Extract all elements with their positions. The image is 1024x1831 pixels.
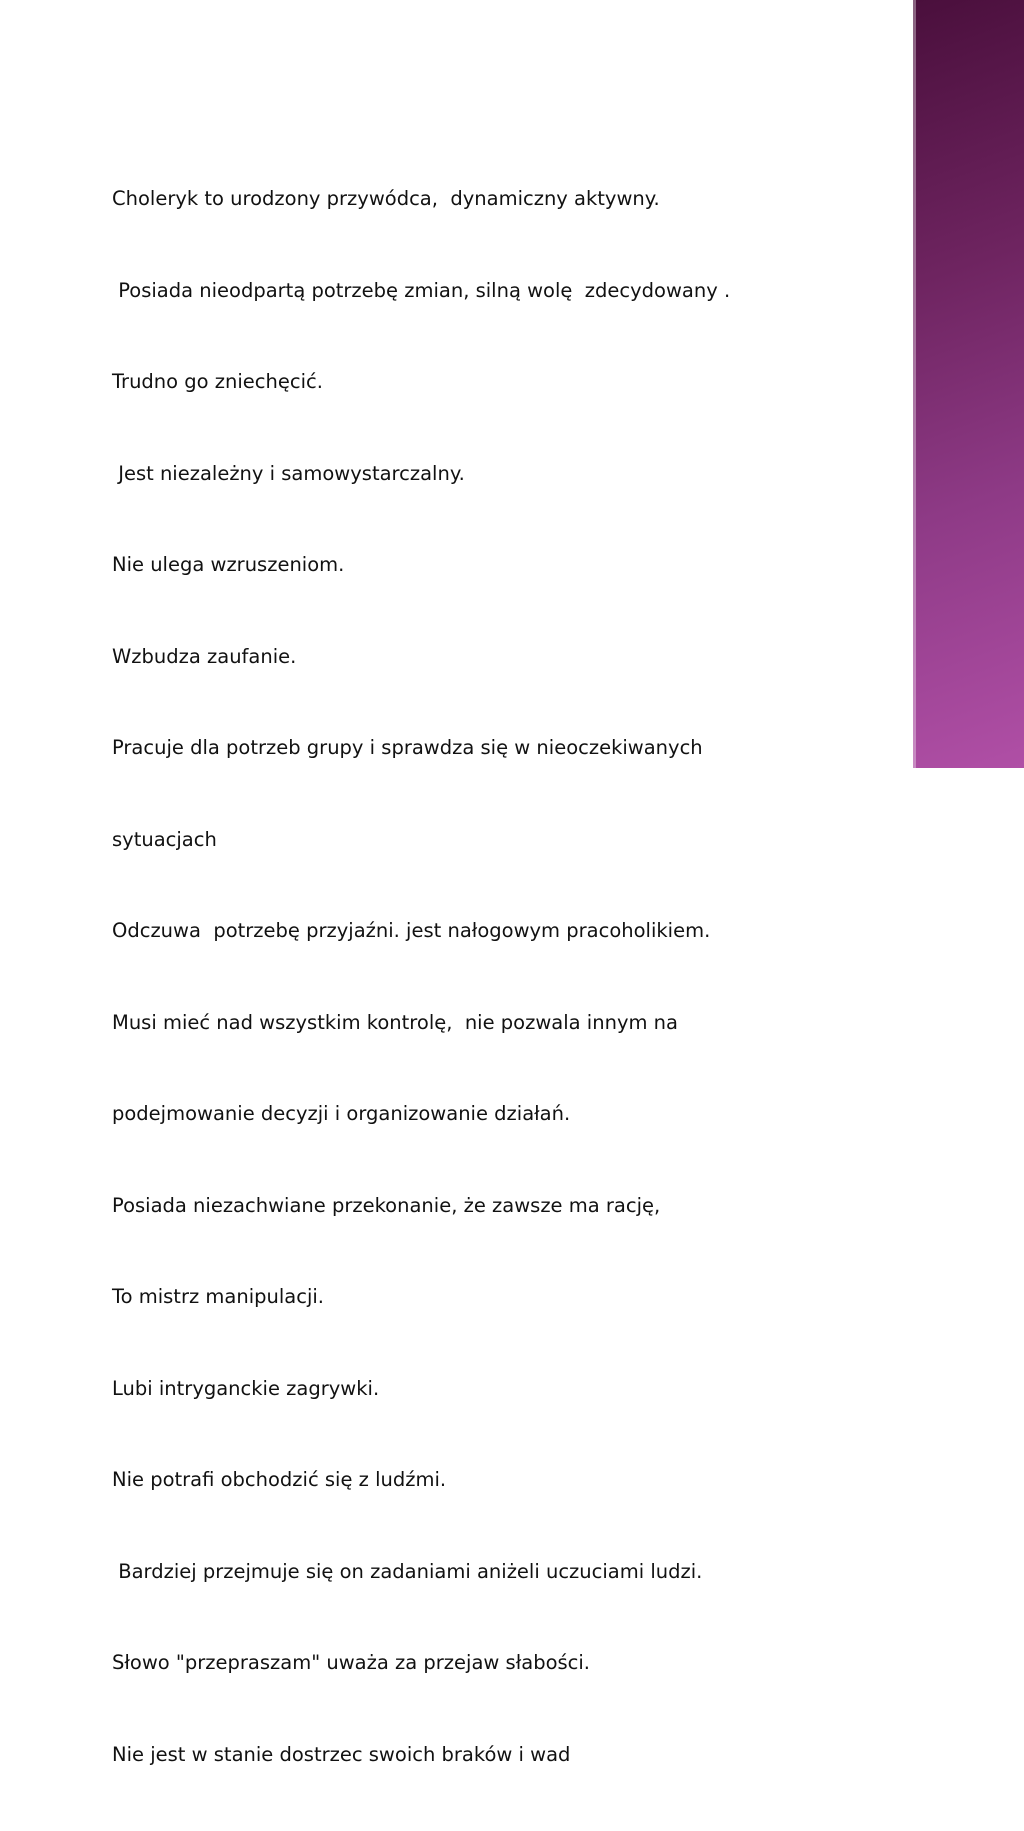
text-line: To mistrz manipulacji. [112, 1285, 324, 1308]
text-line: Trudno go zniechęcić. [112, 370, 323, 393]
text-line: Posiada niezachwiane przekonanie, że zawsze ma rację, [112, 1193, 661, 1217]
text-line: Musi mieć nad wszystkim kontrolę, nie pozwala innym na [112, 1010, 678, 1034]
text-line: Odczuwa potrzebę przyjaźni. jest nałogowym pracoholikiem. [112, 919, 711, 942]
text-line: Słowo "przepraszam" uważa za przejaw słabości. [112, 1651, 590, 1674]
slide-body-text [112, 123, 892, 1831]
text-line: Jest niezależny i samowystarczalny. [112, 461, 465, 485]
text-line: podejmowanie decyzji i organizowanie działań. [112, 1102, 571, 1125]
text-line: Lubi intryganckie zagrywki. [112, 1376, 380, 1400]
text-line: Nie jest w stanie dostrzec swoich braków i wad [112, 1742, 571, 1766]
text-line: Nie potrafi obchodzić się z ludźmi. [112, 1468, 447, 1491]
text-line: Bardziej przejmuje się on zadaniami aniżeli uczuciami ludzi. [112, 1559, 703, 1583]
text-line: Posiada nieodpartą potrzebę zmian, silną wolę zdecydowany . [112, 278, 731, 302]
text-line: Choleryk to urodzony przywódca, dynamiczny aktywny. [112, 187, 660, 210]
decorative-side-band [913, 0, 1024, 768]
text-line: Nie ulega wzruszeniom. [112, 553, 345, 576]
text-line: Wzbudza zaufanie. [112, 644, 297, 668]
text-line: Pracuje dla potrzeb grupy i sprawdza się w nieoczekiwanych [112, 736, 703, 759]
text-line: sytuacjach [112, 827, 217, 851]
